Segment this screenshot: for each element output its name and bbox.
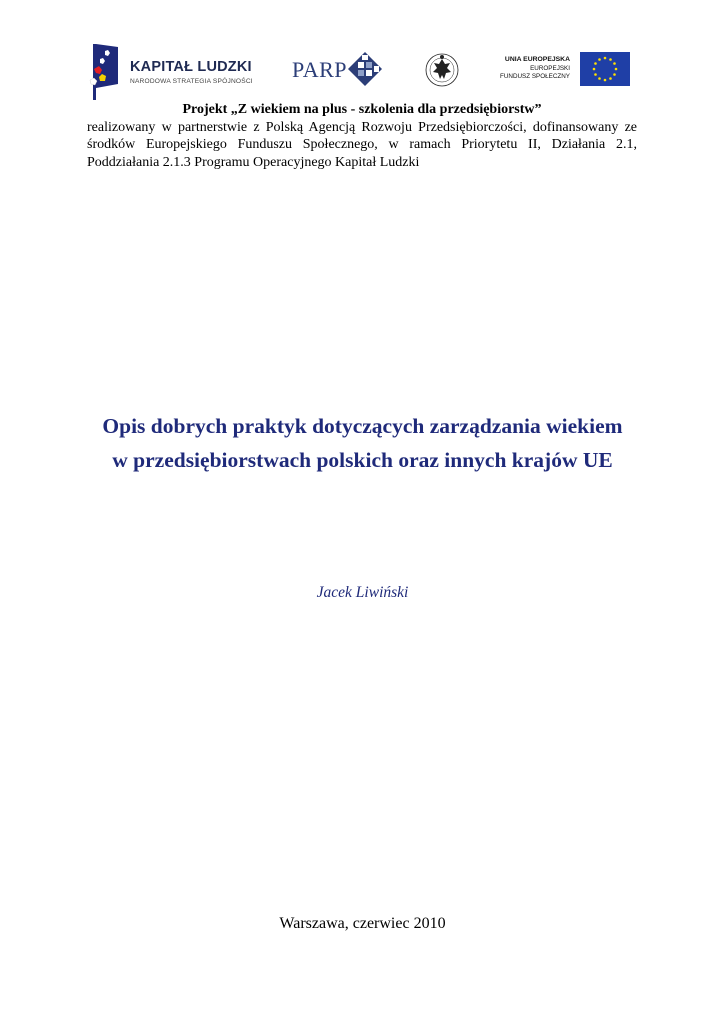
document-title-line1: Opis dobrych praktyk dotyczących zarządzania wiekiem	[102, 414, 623, 438]
document-title-line2: w przedsiębiorstwach polskich oraz innych krajów UE	[112, 448, 613, 472]
university-emblem-icon	[424, 48, 460, 92]
header-logos	[0, 40, 725, 102]
eu-line1: UNIA EUROPEJSKA	[504, 56, 570, 63]
eu-line2: EUROPEJSKI	[530, 64, 570, 72]
eu-logo	[500, 52, 630, 90]
parp-text: PARP	[292, 57, 348, 82]
author-name: Jacek Liwiński	[316, 584, 409, 601]
kapital-ludzki-logo	[88, 44, 258, 100]
kapital-ludzki-subtitle: NARODOWA STRATEGIA SPÓJNOŚCI	[130, 78, 253, 85]
eu-text	[500, 56, 570, 82]
kapital-ludzki-title: KAPITAŁ LUDZKI	[130, 59, 252, 75]
kapital-ludzki-flag-icon	[88, 44, 124, 100]
place-date: Warszawa, czerwiec 2010	[279, 915, 446, 932]
document-title	[60, 409, 665, 477]
project-description: realizowany w partnerstwie z Polską Agencją Rozwoju Przedsiębiorczości, dofinansowany ze środków Europejskiego Funduszu Społecznego, w ramach Priorytetu II, Działania 2.1, Poddziałania 2.1.3 Programu Operacyjnego Kapitał Ludzki	[87, 119, 637, 170]
eu-line3: FUNDUSZ SPOŁECZNY	[500, 73, 570, 81]
project-title: Projekt „Z wiekiem na plus - szkolenia dla przedsiębiorstw”	[182, 102, 542, 117]
eu-flag-icon	[580, 52, 630, 86]
project-info	[87, 101, 637, 171]
parp-logo	[292, 52, 386, 92]
parp-mark-icon	[348, 52, 382, 86]
